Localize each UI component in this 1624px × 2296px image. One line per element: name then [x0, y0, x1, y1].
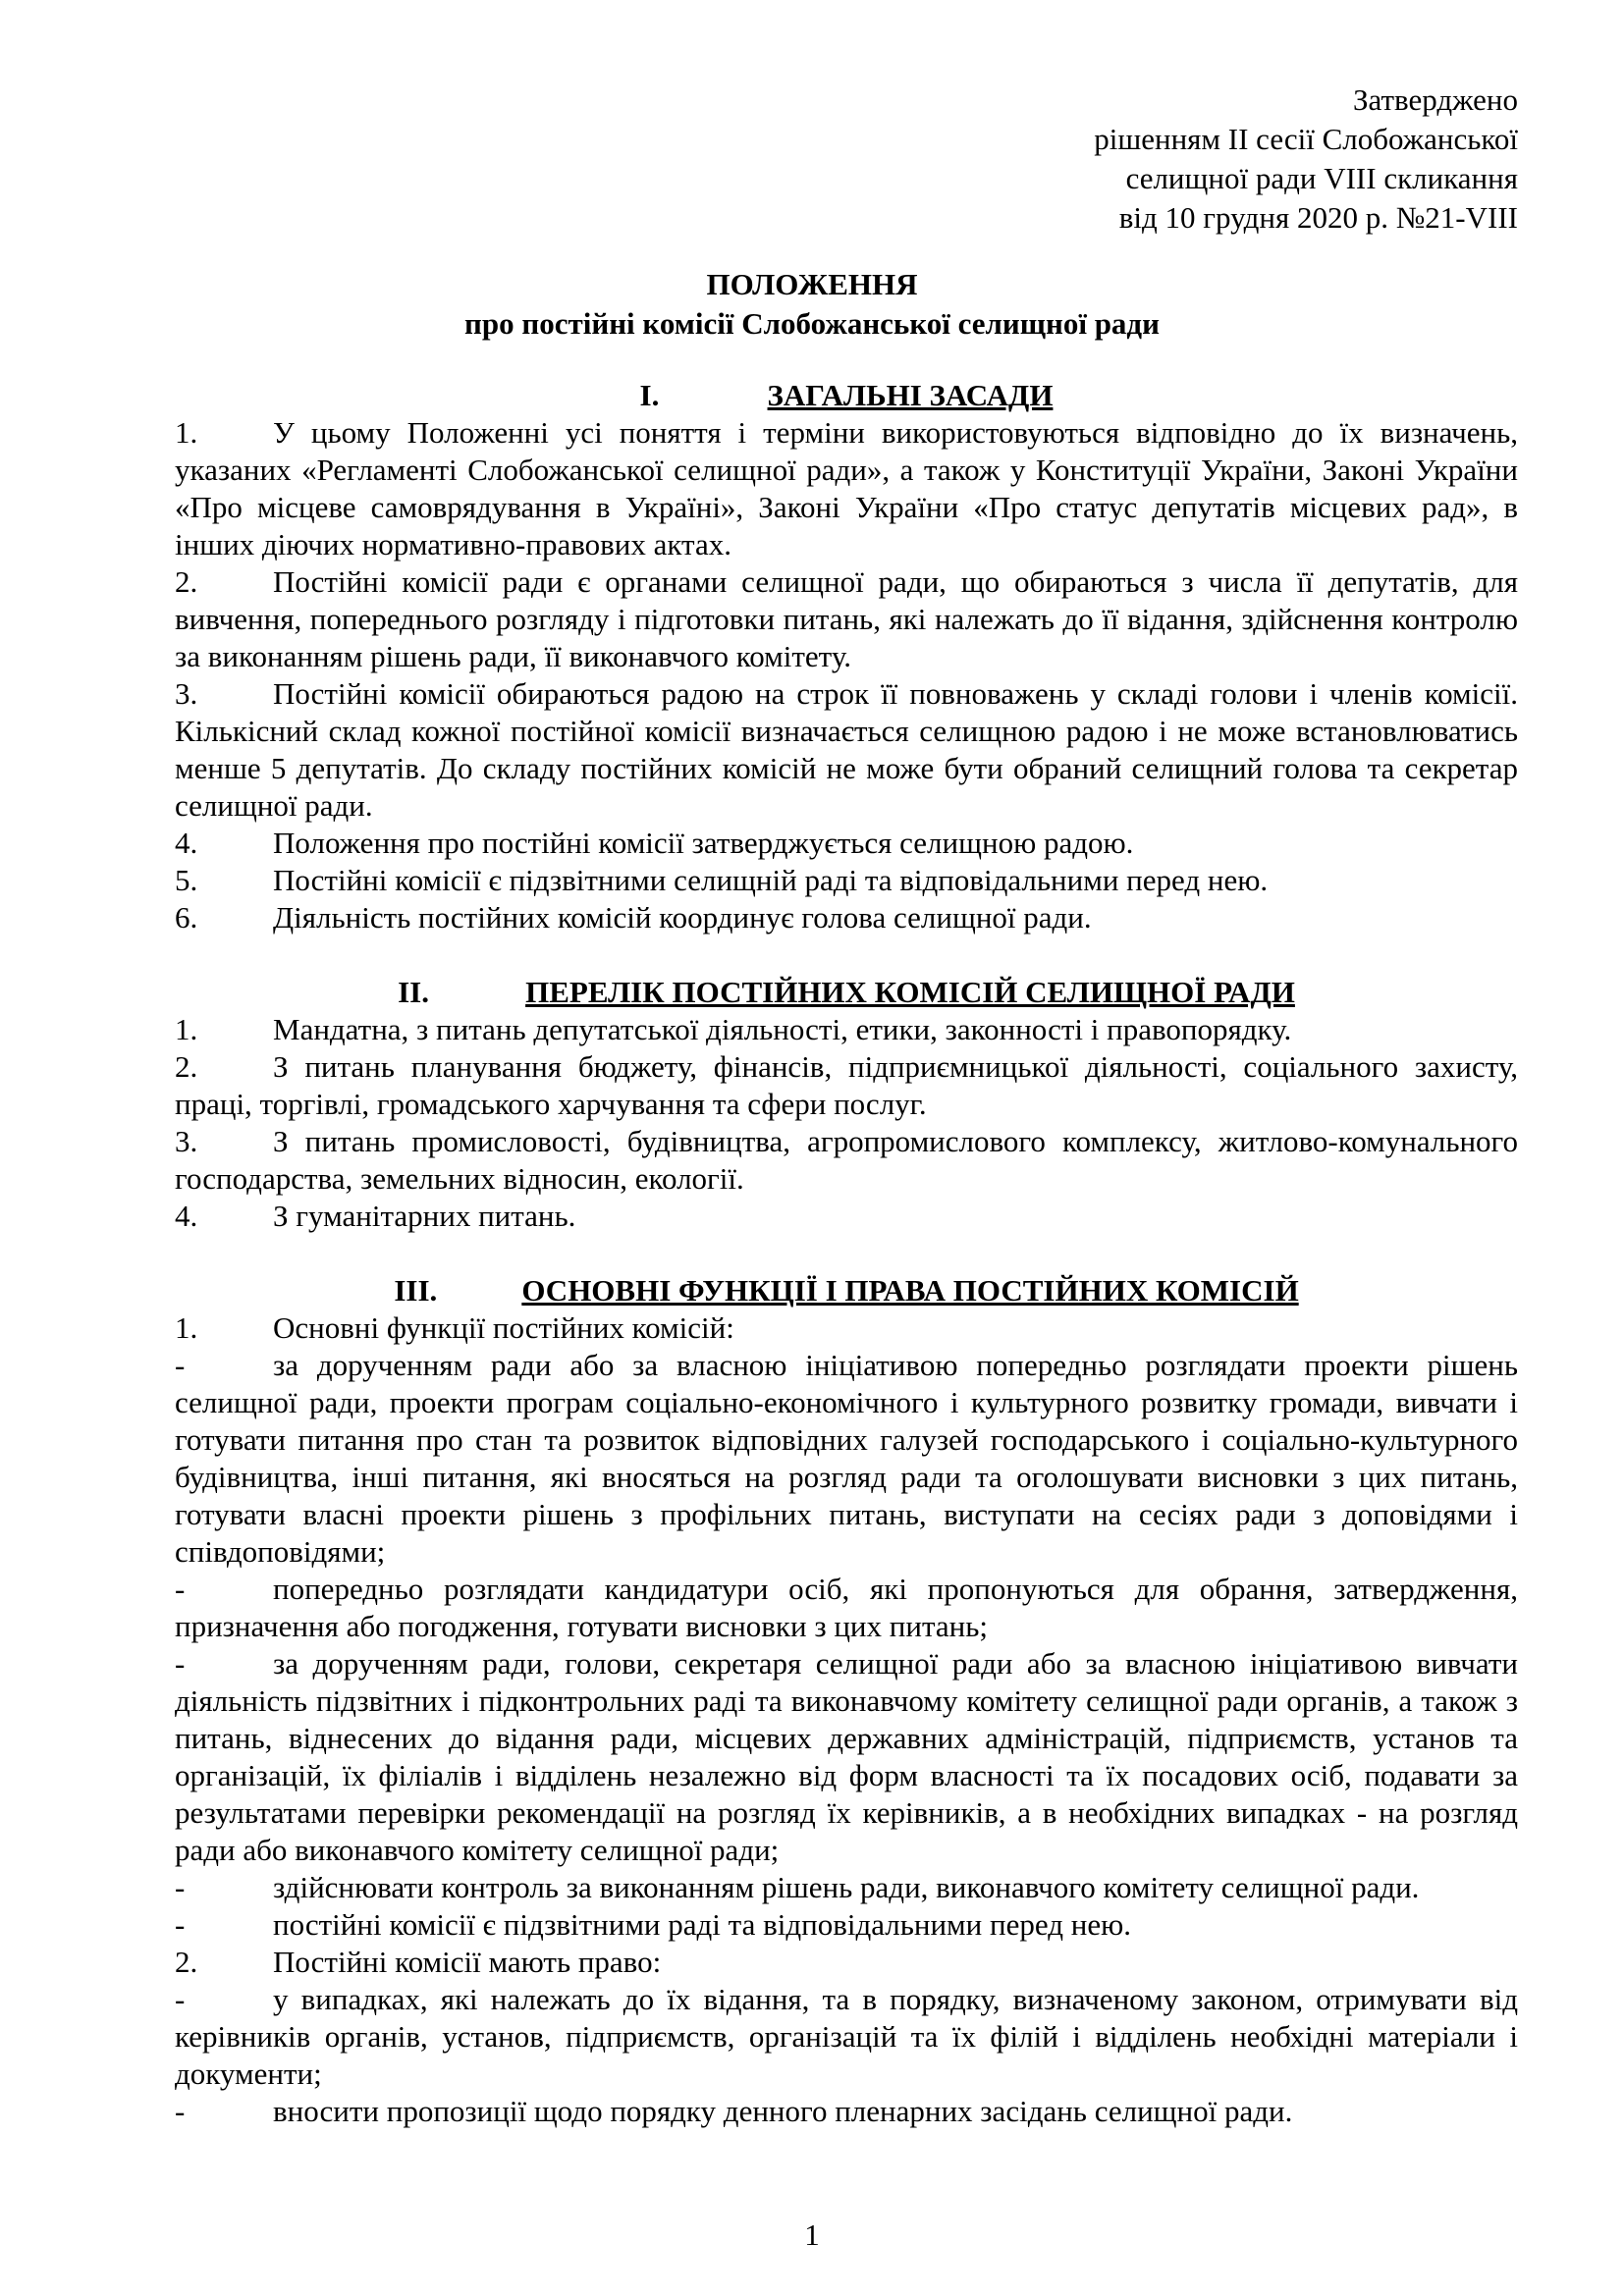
paragraph-label: 1.	[175, 1012, 198, 1046]
paragraph	[175, 1347, 1518, 1571]
section-number: II.	[398, 975, 429, 1009]
paragraph-label: 2.	[175, 1945, 198, 1979]
paragraph	[175, 2093, 1518, 2130]
paragraph-label: -	[175, 1907, 186, 1942]
paragraph-label: -	[175, 1348, 186, 1382]
paragraph	[175, 1981, 1518, 2093]
approval-stamp	[1094, 80, 1518, 238]
paragraph	[175, 899, 1518, 936]
paragraph-text: попередньо розглядати кандидатури осіб, які пропонуються для обрання, затвердження, призначення або погодження, готувати висновки з цих питань;	[175, 1572, 1518, 1643]
paragraph-label: 6.	[175, 900, 198, 934]
paragraph-text: У цьому Положенні усі поняття і терміни використовуються відповідно до їх визначень, указаних «Регламенті Слобожанської селищної ради», а також у Конституції України, Законі України «Про місцеве самоврядування в Україні», Законі України «Про статус депутатів місцевих рад», в інших діючих нормативно-правових актах.	[175, 415, 1518, 561]
paragraph-label: 5.	[175, 863, 198, 897]
paragraph-text: Положення про постійні комісії затверджується селищною радою.	[273, 826, 1134, 860]
paragraph	[175, 1048, 1518, 1123]
paragraph	[175, 563, 1518, 675]
paragraph-label: 1.	[175, 1310, 198, 1345]
document-body	[175, 377, 1518, 2130]
paragraph-text: постійні комісії є підзвітними раді та відповідальними перед нею.	[273, 1907, 1131, 1942]
paragraph	[175, 1645, 1518, 1869]
paragraph	[175, 1123, 1518, 1198]
document-subtitle: про постійні комісії Слобожанської селищної ради	[464, 306, 1160, 341]
section-heading	[175, 974, 1518, 1011]
paragraph-label: -	[175, 1982, 186, 2016]
paragraph-text: Діяльність постійних комісій координує голова селищної ради.	[273, 900, 1092, 934]
paragraph	[175, 675, 1518, 825]
section-number: I.	[639, 378, 660, 412]
document-title: ПОЛОЖЕННЯ	[706, 267, 918, 301]
paragraph-label: 4.	[175, 826, 198, 860]
paragraph-text: Мандатна, з питань депутатської діяльності, етики, законності і правопорядку.	[273, 1012, 1292, 1046]
paragraph-text: за дорученням ради, голови, секретаря селищної ради або за власною ініціативою вивчати діяльність підзвітних і підконтрольних раді та виконавчому комітету селищної ради органів, а також з питань, віднесених до відання ради, місцевих державних адміністрацій, підприємств, установ та організацій, їх філіалів і відділень незалежно від форм власності та їх посадових осіб, подавати за результатами перевірки рекомендації на розгляд їх керівників, а в необхідних випадках - на розгляд ради або виконавчого комітету селищної ради;	[175, 1646, 1518, 1867]
approval-line: від 10 грудня 2020 р. №21-VIII	[1118, 200, 1518, 235]
approval-line: Затверджено	[1353, 82, 1518, 117]
paragraph-text: Постійні комісії обираються радою на строк її повноважень у складі голови і членів комісії. Кількісний склад кожної постійної комісії визначається селищною радою і не може встановлюватись менше 5 депутатів. До складу постійних комісій не може бути обраний селищний голова та секретар селищної ради.	[175, 676, 1518, 823]
page-number: 1	[804, 2217, 820, 2252]
paragraph-label: 3.	[175, 676, 198, 711]
paragraph	[175, 414, 1518, 563]
paragraph-text: З питань планування бюджету, фінансів, підприємницької діяльності, соціального захисту, праці, торгівлі, громадського харчування та сфери послуг.	[175, 1049, 1518, 1121]
paragraph-text: З питань промисловості, будівництва, агропромислового комплексу, житлово-комунального господарства, земельних відносин, екології.	[175, 1124, 1518, 1196]
paragraph-text: Постійні комісії ради є органами селищної ради, що обираються з числа її депутатів, для вивчення, попереднього розгляду і підготовки питань, які належать до її відання, здійснення контролю за виконанням рішень ради, її виконавчого комітету.	[175, 564, 1518, 673]
paragraph-label: -	[175, 1572, 186, 1606]
paragraph-text: Основні функції постійних комісій:	[273, 1310, 734, 1345]
paragraph-text: вносити пропозиції щодо порядку денного пленарних засідань селищної ради.	[273, 2094, 1293, 2128]
paragraph	[175, 1309, 1518, 1347]
paragraph-label: 3.	[175, 1124, 198, 1158]
paragraph	[175, 825, 1518, 862]
paragraph-label: -	[175, 1870, 186, 1904]
paragraph-text: у випадках, які належать до їх відання, та в порядку, визначеному законом, отримувати від керівників органів, установ, підприємств, організацій та їх філій і відділень необхідні матеріали і документи;	[175, 1982, 1518, 2091]
paragraph-label: 4.	[175, 1199, 198, 1233]
approval-line: селищної ради VIII скликання	[1125, 161, 1518, 195]
section-title: ЗАГАЛЬНІ ЗАСАДИ	[767, 378, 1054, 412]
paragraph-label: 2.	[175, 564, 198, 599]
document-title-block	[0, 265, 1624, 344]
paragraph	[175, 1571, 1518, 1645]
paragraph	[175, 1011, 1518, 1048]
paragraph-label: 2.	[175, 1049, 198, 1084]
paragraph	[175, 862, 1518, 899]
section-heading	[175, 377, 1518, 414]
section-title: ОСНОВНІ ФУНКЦІЇ І ПРАВА ПОСТІЙНИХ КОМІСІЙ	[521, 1273, 1299, 1308]
section-title: ПЕРЕЛІК ПОСТІЙНИХ КОМІСІЙ СЕЛИЩНОЇ РАДИ	[525, 975, 1295, 1009]
paragraph-label: -	[175, 1646, 186, 1681]
approval-line: рішенням ІІ сесії Слобожанської	[1094, 122, 1518, 156]
paragraph-text: здійснювати контроль за виконанням рішень ради, виконавчого комітету селищної ради.	[273, 1870, 1420, 1904]
paragraph-text: Постійні комісії є підзвітними селищній раді та відповідальними перед нею.	[273, 863, 1269, 897]
paragraph-text: Постійні комісії мають право:	[273, 1945, 662, 1979]
paragraph	[175, 1906, 1518, 1944]
paragraph-text: З гуманітарних питань.	[273, 1199, 576, 1233]
paragraph-label: 1.	[175, 415, 198, 450]
paragraph-label: -	[175, 2094, 186, 2128]
paragraph	[175, 1198, 1518, 1235]
paragraph	[175, 1869, 1518, 1906]
paragraph-text: за дорученням ради або за власною ініціативою попередньо розглядати проекти рішень селищної ради, проекти програм соціально-економічного і культурного розвитку громади, вивчати і готувати питання про стан та розвиток відповідних галузей господарського і соціально-культурного будівництва, інші питання, які вносяться на розгляд ради та оголошувати висновки з цих питань, готувати власні проекти рішень з профільних питань, виступати на сесіях ради з доповідями і співдоповідями;	[175, 1348, 1518, 1569]
section-number: III.	[394, 1273, 438, 1308]
section-heading	[175, 1272, 1518, 1309]
paragraph	[175, 1944, 1518, 1981]
